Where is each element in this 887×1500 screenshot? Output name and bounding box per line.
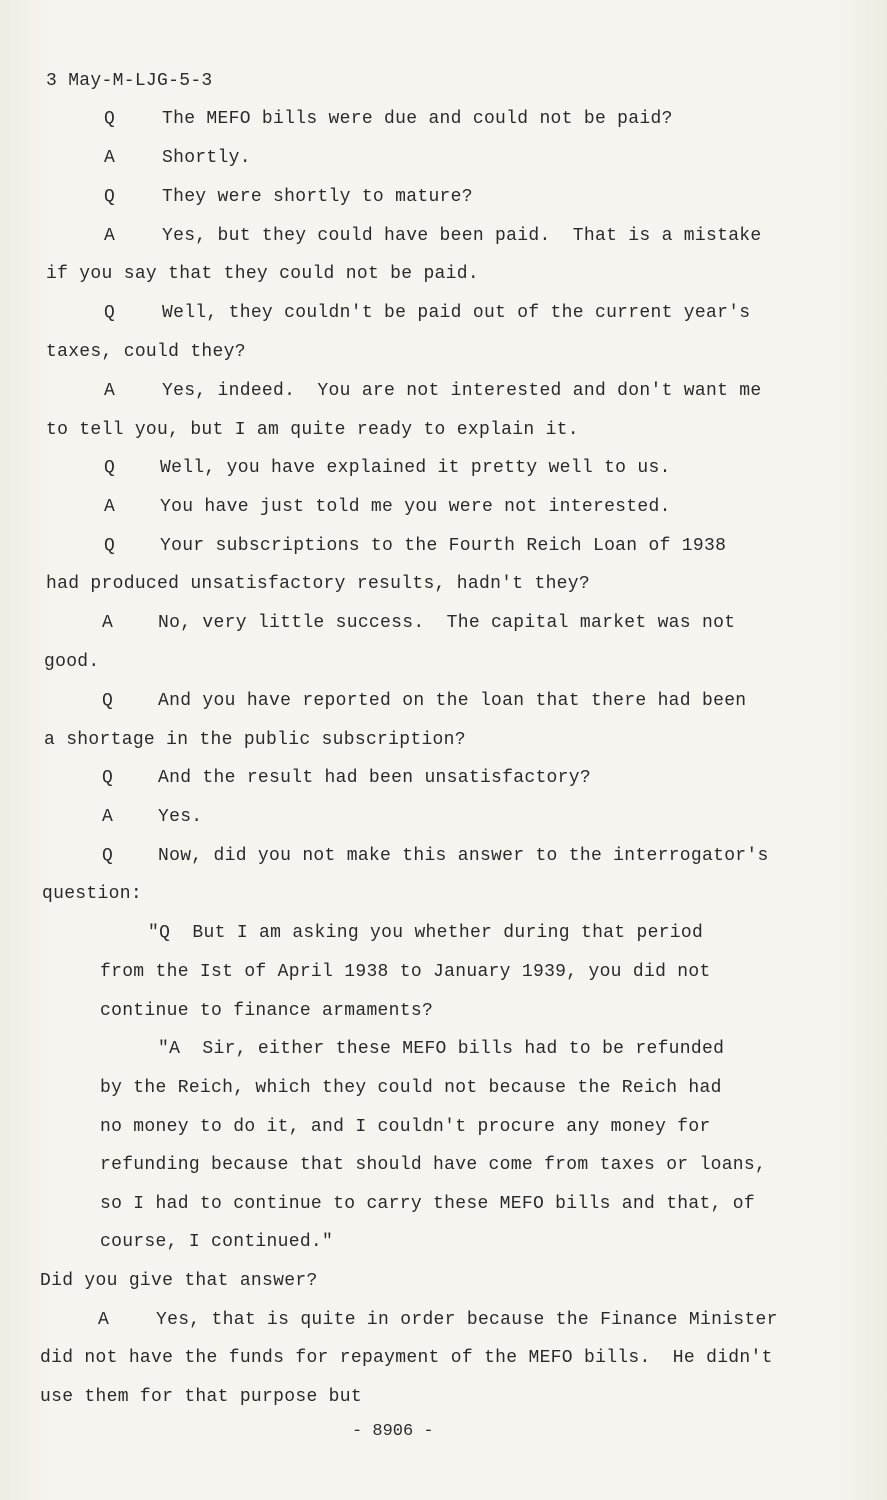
transcript-line: good. — [44, 652, 100, 672]
transcript-line: And the result had been unsatisfactory? — [158, 768, 591, 788]
transcript-line: Yes, that is quite in order because the Finance Minister — [156, 1310, 778, 1330]
transcript-line: had produced unsatisfactory results, hadn't they? — [46, 574, 590, 594]
quoted-line: by the Reich, which they could not because the Reich had — [100, 1078, 722, 1098]
transcript-line: Yes. — [158, 807, 203, 827]
transcript-line: to tell you, but I am quite ready to explain it. — [46, 420, 579, 440]
quoted-line: continue to finance armaments? — [100, 1001, 434, 1021]
transcript-line: Your subscriptions to the Fourth Reich Loan of 1938 — [160, 536, 727, 556]
transcript-line: Did you give that answer? — [40, 1271, 318, 1291]
speaker-label: Q — [104, 458, 115, 478]
transcript-line: did not have the funds for repayment of the MEFO bills. He didn't — [40, 1348, 773, 1368]
speaker-label: Q — [104, 303, 115, 323]
quoted-line: from the Ist of April 1938 to January 1939, you did not — [100, 962, 711, 982]
transcript-line: taxes, could they? — [46, 342, 246, 362]
transcript-line: use them for that purpose but — [40, 1387, 362, 1407]
transcript-line: Well, you have explained it pretty well to us. — [160, 458, 671, 478]
transcript-line: Well, they couldn't be paid out of the current year's — [162, 303, 751, 323]
quoted-line: refunding because that should have come from taxes or loans, — [100, 1155, 767, 1175]
speaker-label: Q — [102, 691, 113, 711]
speaker-label: A — [104, 148, 115, 168]
speaker-label: Q — [102, 846, 113, 866]
speaker-label: A — [98, 1310, 109, 1330]
page-number: - 8906 - — [352, 1422, 434, 1441]
quoted-line: so I had to continue to carry these MEFO bills and that, of — [100, 1194, 756, 1214]
quoted-line: course, I continued." — [100, 1232, 334, 1252]
speaker-label: A — [104, 497, 115, 517]
transcript-line: Now, did you not make this answer to the interrogator's — [158, 846, 769, 866]
speaker-label: A — [104, 226, 115, 246]
speaker-label: A — [102, 807, 113, 827]
transcript-line: They were shortly to mature? — [162, 187, 473, 207]
transcript-line: Yes, indeed. You are not interested and don't want me — [162, 381, 762, 401]
transcript-line: if you say that they could not be paid. — [46, 264, 479, 284]
transcript-line: question: — [42, 884, 142, 904]
transcript-line: And you have reported on the loan that there had been — [158, 691, 747, 711]
transcript-line: You have just told me you were not interested. — [160, 497, 671, 517]
transcript-line: Shortly. — [162, 148, 251, 168]
quoted-line: no money to do it, and I couldn't procure any money for — [100, 1117, 711, 1137]
speaker-label: Q — [102, 768, 113, 788]
quoted-line: "Q But I am asking you whether during that period — [148, 923, 704, 943]
transcript-line: a shortage in the public subscription? — [44, 730, 466, 750]
speaker-label: A — [104, 381, 115, 401]
speaker-label: Q — [104, 109, 115, 129]
transcript-line: No, very little success. The capital market was not — [158, 613, 736, 633]
speaker-label: Q — [104, 536, 115, 556]
header-ref: 3 May-M-LJG-5-3 — [46, 71, 213, 91]
quoted-line: "A Sir, either these MEFO bills had to be refunded — [158, 1039, 725, 1059]
transcript-line: The MEFO bills were due and could not be paid? — [162, 109, 673, 129]
transcript-line: Yes, but they could have been paid. That is a mistake — [162, 226, 762, 246]
speaker-label: A — [102, 613, 113, 633]
speaker-label: Q — [104, 187, 115, 207]
